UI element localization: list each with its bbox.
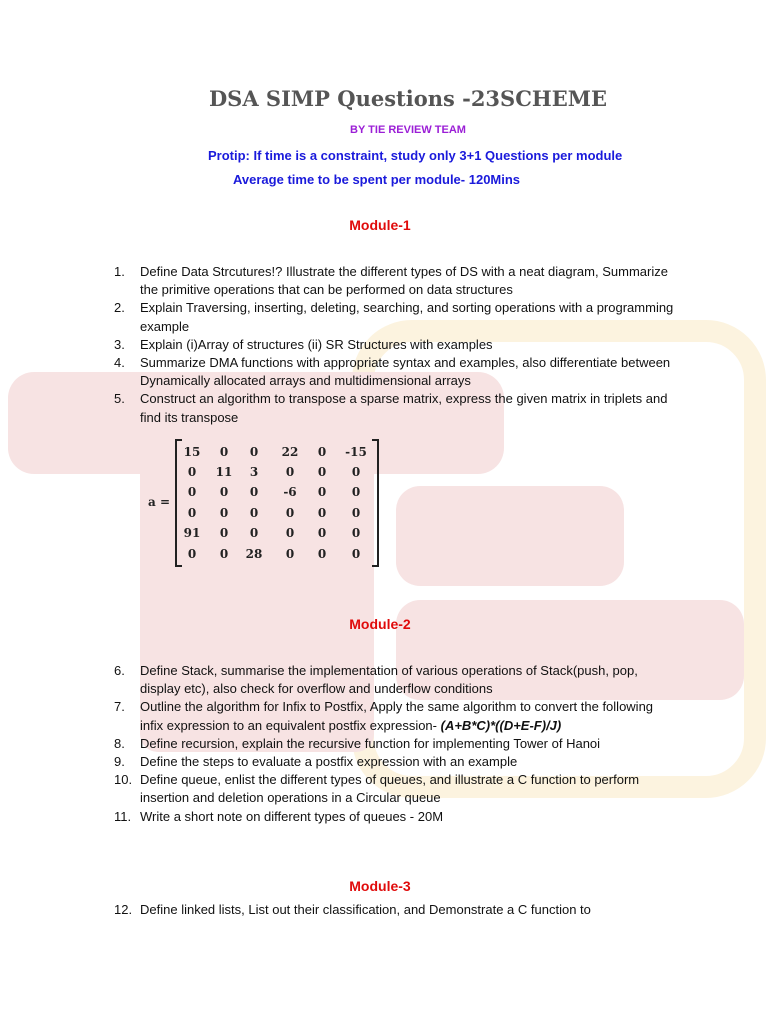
matrix-cell: 0	[187, 506, 197, 520]
matrix-cell: 3	[249, 465, 259, 479]
question-text: Define queue, enlist the different types of queues, and illustrate a C function to perform insertion and deletion operations in a Circular queue	[140, 772, 640, 806]
matrix-cell: 91	[183, 526, 201, 540]
question-item	[114, 263, 674, 299]
matrix-cell: 0	[285, 465, 295, 479]
matrix-left-bracket	[176, 440, 182, 566]
question-number: 4.	[114, 355, 125, 371]
question-item	[114, 390, 674, 426]
module-3-heading: Module-3	[349, 878, 411, 894]
matrix-cell: 0	[351, 526, 361, 540]
question-number: 8.	[114, 735, 125, 751]
matrix-cell: 0	[187, 485, 197, 499]
question-number: 12.	[114, 902, 133, 917]
matrix-cell: 0	[317, 526, 327, 540]
question-number: 10.	[114, 772, 133, 788]
question-text: Define linked lists, List out their classification, and Demonstrate a C function to	[140, 902, 591, 917]
matrix-cell: 0	[219, 445, 229, 459]
question-text: Define the steps to evaluate a postfix expression with an example	[140, 754, 518, 770]
matrix-cell: 0	[317, 465, 327, 479]
module-2-questions	[114, 662, 674, 826]
question-item	[114, 299, 674, 335]
matrix-right-bracket	[372, 440, 378, 566]
question-item	[114, 735, 674, 753]
matrix-cell: 0	[351, 506, 361, 520]
question-item	[114, 753, 674, 771]
question-item	[114, 336, 674, 354]
question-item	[114, 901, 674, 919]
question-number: 9.	[114, 754, 125, 770]
matrix-label: a =	[148, 495, 171, 509]
matrix-cell: 0	[187, 465, 197, 479]
matrix-cell: 22	[281, 445, 299, 459]
matrix-cell: 0	[249, 485, 259, 499]
matrix-cell: -15	[345, 445, 367, 459]
question-number: 6.	[114, 663, 125, 678]
question-number: 2.	[114, 300, 125, 316]
matrix-cell: 0	[317, 445, 327, 459]
matrix-cell: 0	[285, 506, 295, 520]
module-2-heading: Module-2	[349, 616, 411, 632]
matrix-cell: 15	[183, 445, 201, 459]
question-number: 7.	[114, 699, 125, 715]
matrix-cell: 0	[285, 526, 295, 540]
matrix-cell: 0	[219, 526, 229, 540]
question-text: Explain Traversing, inserting, deleting, searching, and sorting operations with a programming example	[140, 300, 674, 334]
sparse-matrix-figure	[146, 436, 392, 570]
question-text: Define Data Strcutures!? Illustrate the different types of DS with a neat diagram, Summarize the primitive operations that can be performed on data structures	[140, 264, 668, 298]
matrix-cell: 0	[219, 547, 229, 561]
question-text: Outline the algorithm for Infix to Postfix, Apply the same algorithm to convert the following infix expression to an equivalent postfix expression-	[140, 699, 654, 733]
question-number: 1.	[114, 264, 125, 279]
question-number: 3.	[114, 336, 125, 352]
question-item	[114, 662, 674, 698]
question-item	[114, 698, 674, 734]
question-text: Write a short note on different types of queues - 20M	[140, 808, 444, 824]
question-item	[114, 354, 674, 390]
protip-text: Protip: If time is a constraint, study only 3+1 Questions per module	[208, 148, 623, 163]
question-text: Construct an algorithm to transpose a sparse matrix, express the given matrix in triplets and find its transpose	[140, 391, 668, 425]
matrix-cell: 0	[351, 465, 361, 479]
question-text: Explain (i)Array of structures (ii) SR Structures with examples	[140, 336, 493, 352]
matrix-cell: 11	[215, 465, 233, 479]
question-number: 5.	[114, 391, 125, 407]
matrix-cell: 28	[245, 547, 263, 561]
byline: BY TIE REVIEW TEAM	[350, 124, 466, 136]
matrix-cell: 0	[317, 485, 327, 499]
matrix-cell: 0	[249, 526, 259, 540]
matrix-cell: 0	[317, 506, 327, 520]
question-text: Define recursion, explain the recursive function for implementing Tower of Hanoi	[140, 735, 601, 751]
module-3-questions	[114, 901, 674, 919]
question-text: Define Stack, summarise the implementation of various operations of Stack(push, pop, display etc), also check for overflow and underflow conditions	[140, 663, 638, 697]
average-time-text: Average time to be spent per module- 120Mins	[233, 172, 521, 187]
question-number: 11.	[114, 808, 132, 824]
matrix-cell: 0	[285, 547, 295, 561]
infix-expression: (A+B*C)*((D+E-F)/J)	[440, 717, 562, 733]
matrix-cell: 0	[219, 506, 229, 520]
matrix-cell: 0	[351, 547, 361, 561]
matrix-cell: 0	[249, 506, 259, 520]
module-1-questions	[114, 263, 674, 427]
matrix-cell: 0	[187, 547, 197, 561]
matrix-cell: 0	[351, 485, 361, 499]
matrix-cell: 0	[219, 485, 229, 499]
matrix-cell: 0	[317, 547, 327, 561]
page-title: DSA SIMP Questions -23SCHEME	[208, 86, 608, 111]
question-item	[114, 808, 674, 826]
matrix-cell: -6	[283, 485, 297, 499]
question-text: Summarize DMA functions with appropriate syntax and examples, also differentiate between Dynamically allocated arrays and multidimensional arrays	[140, 355, 671, 389]
question-item	[114, 771, 674, 807]
module-1-heading: Module-1	[349, 217, 411, 233]
matrix-cell: 0	[249, 445, 259, 459]
